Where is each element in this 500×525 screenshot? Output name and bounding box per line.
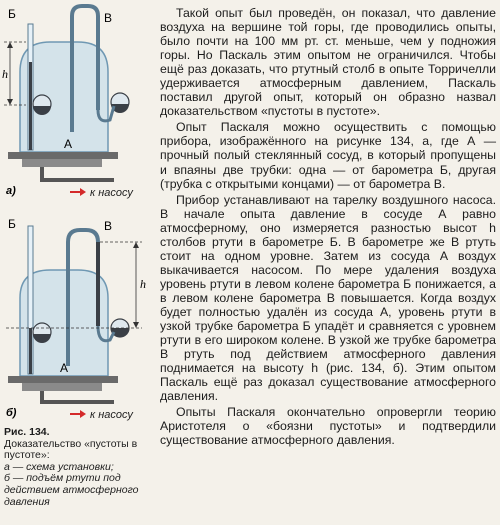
paragraph: Опыты Паскаля окончательно опровергли теорию Аристотеля о «боязни пустоты» и подтвердили существование атмосферного давления.	[160, 405, 496, 448]
pump-label: к насосу	[90, 409, 133, 421]
vessel-label: А	[60, 361, 69, 375]
figure-a	[2, 2, 154, 208]
pump-pipe	[42, 391, 114, 402]
figure-b-drawing	[2, 216, 154, 426]
arrow-icon	[80, 410, 86, 418]
left-tube-label: Б	[8, 7, 16, 21]
right-tube-label: В	[104, 11, 113, 25]
figure-a-drawing	[2, 2, 154, 208]
caption-line-b: б — подъём ртути под действием атмосферного давления	[4, 472, 139, 508]
figure-number: Рис. 134.	[4, 426, 50, 438]
height-label: h	[140, 277, 146, 291]
pump-plate	[8, 376, 118, 383]
right-tube-label: В	[104, 219, 113, 233]
figure-caption	[4, 427, 154, 508]
mercury-column	[29, 328, 32, 374]
arrow-icon	[80, 188, 86, 196]
pump-plate	[8, 152, 118, 159]
mercury-column	[29, 62, 32, 150]
paragraph: Прибор устанавливают на тарелку воздушного насоса. В начале опыта давление в сосуде А равно атмосферному, оно измеряется разностью высот h столбов ртути в барометре Б. В барометре же В ртуть стоит на одном уровне. Затем из сосуда А воздух выкачивается насосом. По мере удаления воздуха уровень ртути в левом колене барометра Б понижается, а в левом колене барометра В повышается. Когда воздух будет полностью удалён из сосуда А, уровень ртути в узкой трубке барометра Б упадёт и сравняется с уровнем ртути в его широком колене. В узкой же трубке барометра В ртуть под действием атмосферного давления поднимается на высоту h (рис. 134, б). Этим опытом Паскаль ещё раз доказал существование атмосферного давления.	[160, 192, 496, 404]
pump-pipe	[42, 167, 114, 180]
figure-b	[2, 216, 154, 426]
height-label: h	[2, 67, 8, 81]
figure-column	[0, 0, 156, 525]
caption-line-a: а — схема установки;	[4, 460, 114, 473]
panel-label: б)	[6, 407, 17, 419]
paragraph: Такой опыт был проведён, он показал, что давление воздуха на вершине той горы, где проводились опыты, было почти на 100 мм рт. ст. меньше, чем у подножия горы. Но Паскаль этим опытом не ограничился. Чтобы ещё раз доказать, что ртутный столб в опыте Торричелли удерживается атмосферным давлением, Паскаль поставил другой опыт, который он образно назвал доказательством «пустоты в пустоте».	[160, 6, 496, 119]
paragraph: Опыт Паскаля можно осуществить с помощью прибора, изображённого на рисунке 134, а, где А — прочный полый стеклянный сосуд, в который пропущены и впаяны две трубки: одна — от барометра Б, другая (трубка с открытыми концами) — от барометра В.	[160, 120, 496, 191]
mercury-column	[96, 242, 100, 326]
body-text	[160, 6, 496, 449]
vessel-label: А	[64, 137, 73, 151]
panel-label: а)	[6, 185, 16, 197]
left-tube-label: Б	[8, 217, 16, 231]
pump-label: к насосу	[90, 187, 133, 199]
caption-title: Доказательство «пустоты в пустоте»:	[4, 437, 138, 462]
